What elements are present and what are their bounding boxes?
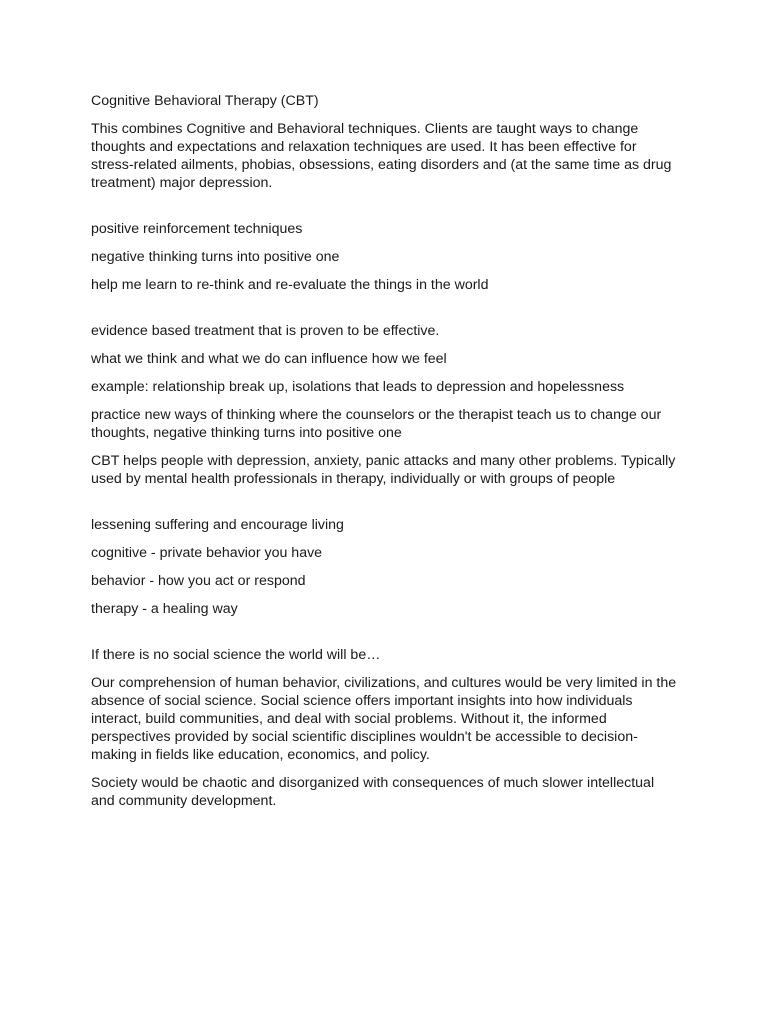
document-body [91,92,681,820]
paragraph-note: lessening suffering and encourage living [91,517,344,533]
paragraph-note: CBT helps people with depression, anxiety, panic attacks and many other problems. Typically used by mental health professionals in therapy, individually or with groups of people [91,453,676,487]
paragraph-definition: behavior - how you act or respond [91,573,306,589]
paragraph-note: what we think and what we do can influence how we feel [91,351,447,367]
paragraph-note: negative thinking turns into positive one [91,249,340,265]
paragraph-heading: If there is no social science the world will be… [91,647,381,663]
paragraph-note: example: relationship break up, isolations that leads to depression and hopelessness [91,379,625,395]
paragraph-note: practice new ways of thinking where the counselors or the therapist teach us to change our thoughts, negative thinking turns into positive one [91,407,662,441]
paragraph-essay: Our comprehension of human behavior, civilizations, and cultures would be very limited in the absence of social science. Social science offers important insights into how individuals interact, build communities, and deal with social problems. Without it, the informed perspectives provided by social scientific disciplines wouldn't be accessible to decision-making in fields like education, economics, and policy. [91,675,677,763]
paragraph-definition: cognitive - private behavior you have [91,545,323,561]
document-title: Cognitive Behavioral Therapy (CBT) [91,93,319,109]
paragraph-note: evidence based treatment that is proven to be effective. [91,323,440,339]
paragraph-essay: Society would be chaotic and disorganized with consequences of much slower intellectual and community development. [91,775,655,809]
paragraph-note: positive reinforcement techniques [91,221,303,237]
paragraph-cbt-description: This combines Cognitive and Behavioral techniques. Clients are taught ways to change thoughts and expectations and relaxation techniques are used. It has been effective for stress-related ailments, phobias, obsessions, eating disorders and (at the same time as drug treatment) major depression. [91,121,672,191]
paragraph-note: help me learn to re-think and re-evaluate the things in the world [91,277,489,293]
paragraph-definition: therapy - a healing way [91,601,238,617]
